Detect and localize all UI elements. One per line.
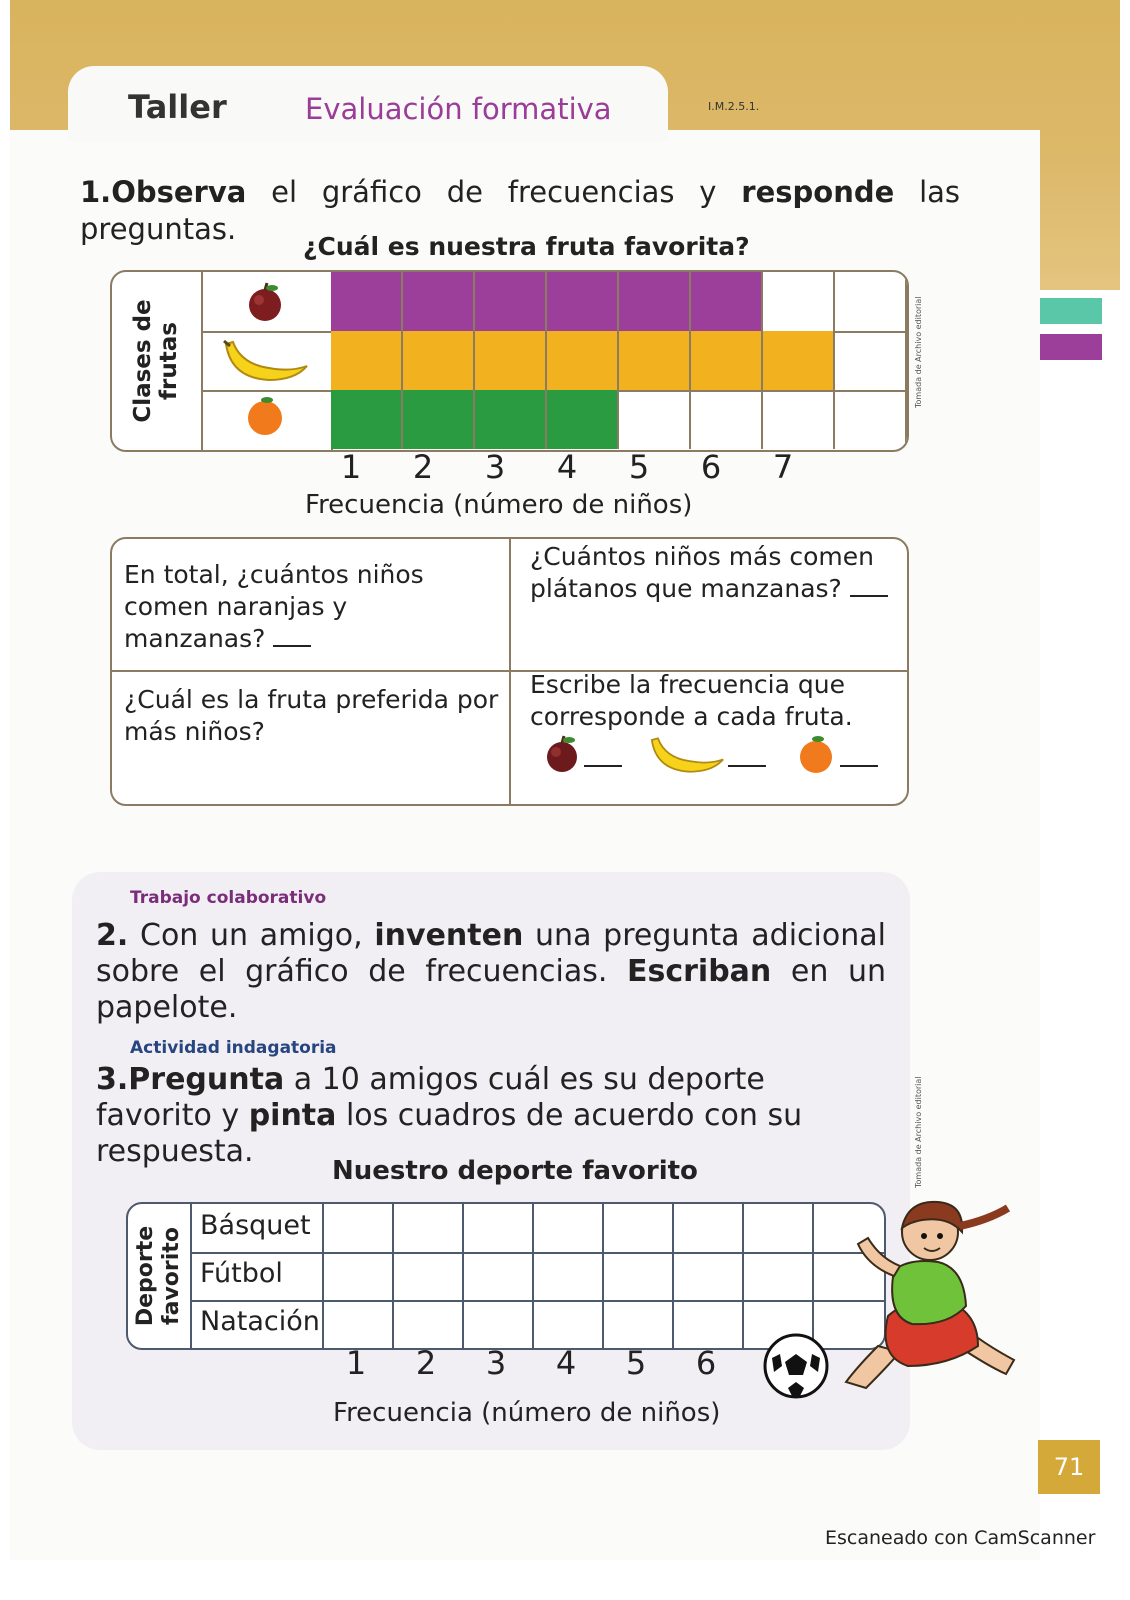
paintable-cell[interactable] <box>322 1300 392 1348</box>
x-tick-label: 6 <box>695 1344 717 1382</box>
question-total-cell <box>124 559 494 655</box>
instruction-text: a 10 amigos cuál es su deporte favorito y <box>96 1062 765 1133</box>
banana-icon <box>646 733 728 777</box>
paintable-cell[interactable] <box>672 1300 742 1348</box>
image-credit: Tomada de Archivo editorial <box>914 296 923 408</box>
paintable-cell[interactable] <box>392 1252 462 1300</box>
bar-cell-plátano <box>763 331 835 390</box>
empty-cell <box>835 331 907 390</box>
instruction-text: los cuadros de acuerdo con su respuesta. <box>96 1098 803 1169</box>
x-tick-label: 7 <box>772 448 794 486</box>
question-more-cell <box>530 541 890 605</box>
y-axis-label-box <box>128 1204 192 1348</box>
x-tick-label: 4 <box>556 448 578 486</box>
orange-answer-blank[interactable] <box>840 765 878 767</box>
page-number: 71 <box>1038 1440 1100 1494</box>
section-title: Taller <box>128 88 227 126</box>
answer-blank[interactable] <box>273 645 311 647</box>
orange-icon <box>243 394 287 438</box>
y-axis-label-box <box>112 272 203 450</box>
empty-cell <box>619 390 691 449</box>
empty-cell <box>763 272 835 331</box>
empty-cell <box>835 272 907 331</box>
answer-blank[interactable] <box>850 595 888 597</box>
instruction-text: una pregunta adicional sobre el gráfico de frecuencias. <box>96 918 886 989</box>
paintable-cell[interactable] <box>462 1300 532 1348</box>
instruction-verb: inventen <box>374 918 524 953</box>
paintable-cell[interactable] <box>462 1204 532 1252</box>
sport-label: Fútbol <box>200 1258 283 1289</box>
soccer-ball-icon <box>762 1332 830 1400</box>
curriculum-code: I.M.2.5.1. <box>708 100 760 113</box>
chart-title: ¿Cuál es nuestra fruta favorita? <box>303 232 750 261</box>
instruction-text: el gráfico de frecuencias y <box>271 175 717 209</box>
image-credit: Tomada de Archivo editorial <box>914 1076 923 1188</box>
apple-icon <box>243 280 287 324</box>
bar-cell-plátano <box>619 331 691 390</box>
instruction-text: las preguntas. <box>80 175 961 246</box>
questions-table <box>110 537 909 806</box>
x-axis-label: Frecuencia (número de niños) <box>305 490 693 520</box>
fruit-icon-column <box>201 272 333 450</box>
instruction-verb: pinta <box>248 1098 337 1133</box>
question-text: ¿Cuántos niños más comen plátanos que manzanas? <box>530 542 874 603</box>
x-tick-label: 2 <box>412 448 434 486</box>
question-number: 3. <box>96 1062 129 1097</box>
instruction-verb: Observa <box>111 175 247 209</box>
sport-label: Natación <box>200 1306 320 1337</box>
paintable-cell[interactable] <box>742 1204 812 1252</box>
fruit-frequency-chart <box>110 270 909 452</box>
bar-cell-plátano <box>475 331 547 390</box>
x-tick-label: 4 <box>555 1344 577 1382</box>
bar-cell-manzana <box>403 272 475 331</box>
bar-cell-naranja <box>403 390 475 449</box>
apple-icon <box>542 733 582 775</box>
x-tick-label: 6 <box>700 448 722 486</box>
paintable-cell[interactable] <box>602 1300 672 1348</box>
paintable-cell[interactable] <box>672 1252 742 1300</box>
section-subtitle: Evaluación formativa <box>305 92 612 126</box>
x-tick-label: 1 <box>340 448 362 486</box>
instruction-verb: Pregunta <box>128 1062 285 1097</box>
banana-answer-blank[interactable] <box>728 765 766 767</box>
x-tick-label: 5 <box>625 1344 647 1382</box>
bar-cell-plátano <box>403 331 475 390</box>
bar-cell-manzana <box>475 272 547 331</box>
bar-cell-plátano <box>547 331 619 390</box>
question-2 <box>96 918 886 1026</box>
girl-playing-soccer-illustration <box>838 1196 1038 1396</box>
paintable-cell[interactable] <box>462 1252 532 1300</box>
orange-icon <box>796 733 836 775</box>
question-3 <box>96 1062 886 1170</box>
empty-cell <box>763 390 835 449</box>
paintable-cell[interactable] <box>672 1204 742 1252</box>
paintable-cell[interactable] <box>532 1300 602 1348</box>
sport-frequency-chart <box>126 1202 886 1350</box>
y-axis-label: Deporte favorito <box>133 1225 184 1327</box>
sport-label: Básquet <box>200 1210 311 1241</box>
instruction-verb: responde <box>741 175 895 209</box>
bar-cell-manzana <box>619 272 691 331</box>
bar-cell-naranja <box>547 390 619 449</box>
x-tick-label: 3 <box>485 1344 507 1382</box>
bar-cell-naranja <box>475 390 547 449</box>
question-text: Escribe la frecuencia que corresponde a cada fruta. <box>530 670 853 731</box>
paintable-cell[interactable] <box>392 1300 462 1348</box>
bar-cell-naranja <box>331 390 403 449</box>
bar-cell-plátano <box>691 331 763 390</box>
x-axis-label: Frecuencia (número de niños) <box>333 1398 721 1428</box>
paintable-cell[interactable] <box>602 1204 672 1252</box>
question-favorite-cell <box>124 684 524 748</box>
chart-title: Nuestro deporte favorito <box>332 1156 698 1186</box>
paintable-cell[interactable] <box>742 1252 812 1300</box>
bar-cell-manzana <box>691 272 763 331</box>
banana-icon <box>221 336 311 388</box>
apple-answer-blank[interactable] <box>584 765 622 767</box>
instruction-text: Con un amigo, <box>140 918 363 953</box>
x-tick-label: 5 <box>628 448 650 486</box>
empty-cell <box>691 390 763 449</box>
question-number: 1. <box>80 175 112 209</box>
scanner-footer: Escaneado con CamScanner <box>825 1527 1096 1549</box>
inquiry-label: Actividad indagatoria <box>130 1038 337 1058</box>
x-tick-label: 2 <box>415 1344 437 1382</box>
instruction-text: en un papelote. <box>96 954 886 1025</box>
paintable-cell[interactable] <box>322 1252 392 1300</box>
question-text: En total, ¿cuántos niños comen naranjas y manzanas? <box>124 560 424 653</box>
question-number: 2. <box>96 918 129 953</box>
collaborative-label: Trabajo colaborativo <box>130 888 327 908</box>
paintable-cell[interactable] <box>532 1204 602 1252</box>
instruction-verb: Escriban <box>627 954 772 989</box>
paintable-cell[interactable] <box>602 1252 672 1300</box>
question-write-cell <box>530 669 890 733</box>
paintable-cell[interactable] <box>532 1252 602 1300</box>
paintable-cell[interactable] <box>392 1204 462 1252</box>
bar-cell-manzana <box>547 272 619 331</box>
bar-cell-plátano <box>331 331 403 390</box>
paintable-cell[interactable] <box>322 1204 392 1252</box>
question-text: ¿Cuál es la fruta preferida por más niños? <box>124 685 499 746</box>
x-tick-label: 1 <box>345 1344 367 1382</box>
bar-cell-manzana <box>331 272 403 331</box>
empty-cell <box>835 390 907 449</box>
x-tick-label: 3 <box>484 448 506 486</box>
y-axis-label: Clases de frutas <box>130 299 182 423</box>
